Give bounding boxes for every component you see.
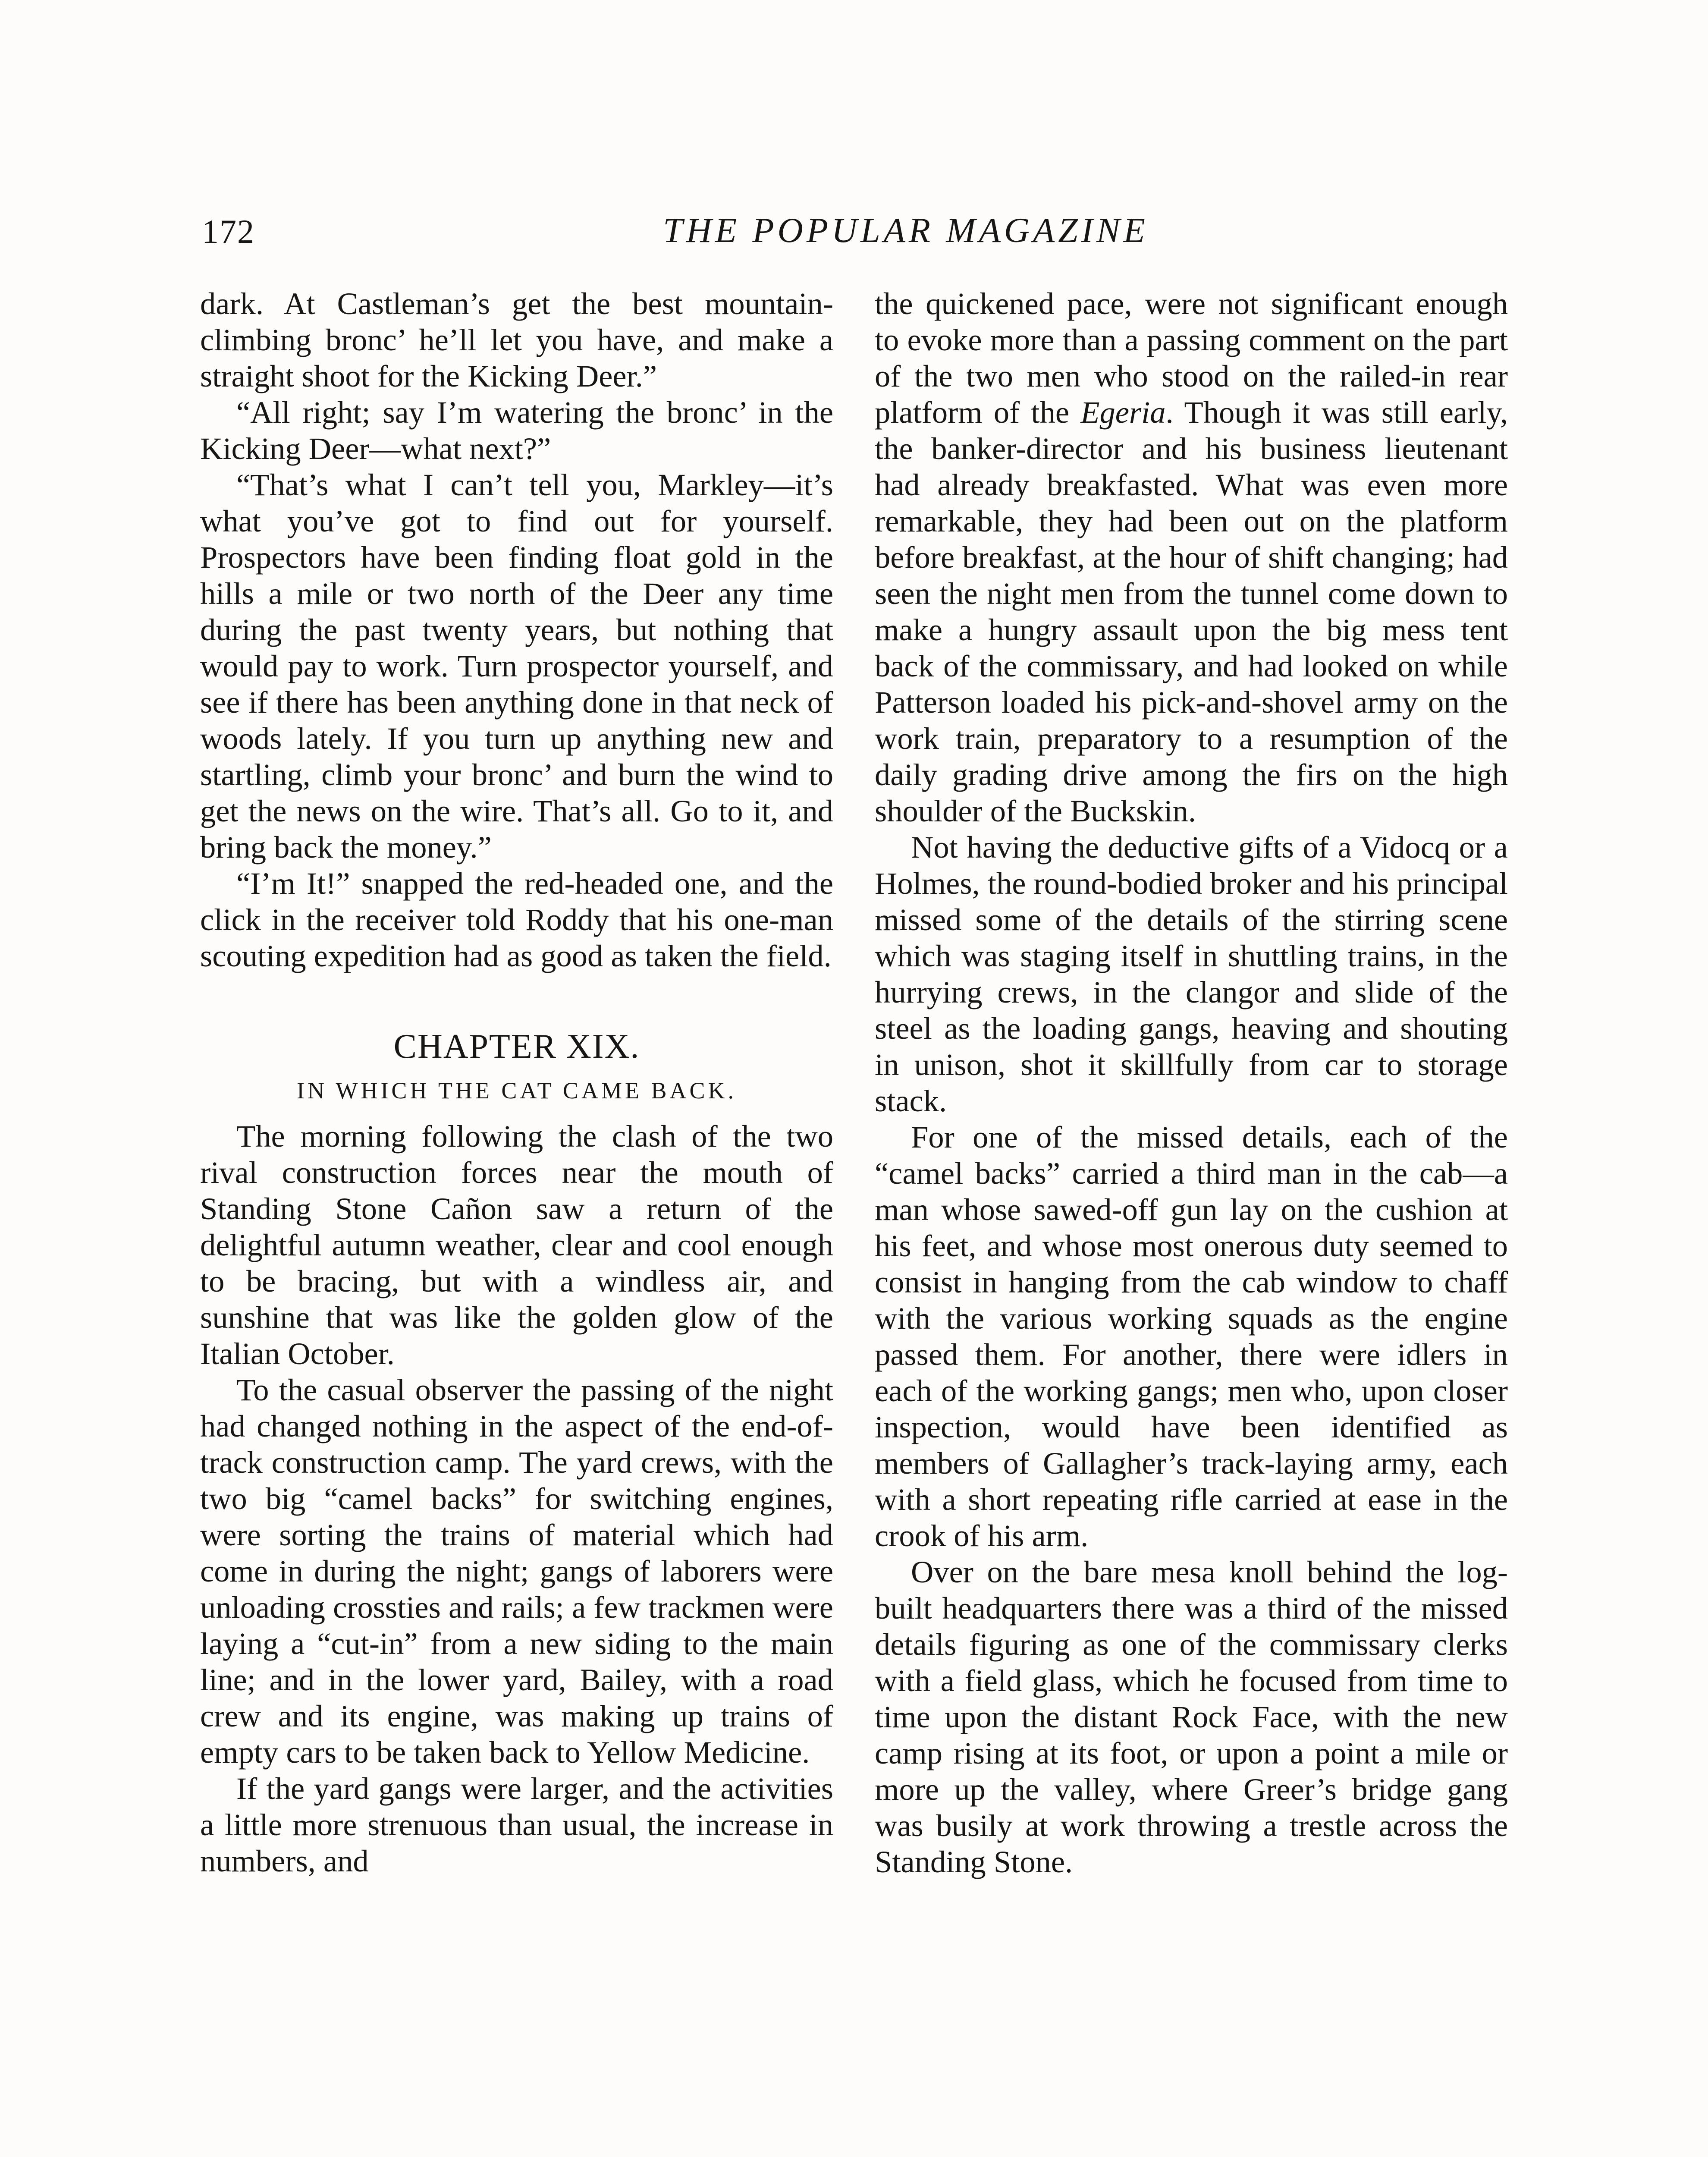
paragraph: Not having the deductive gifts of a Vidocq or a Holmes, the round-bodied broker and his principal missed some of the details of the stirring scene which was staging itself in shuttling trains, in the hurrying crews, in the clangor and slide of the steel as the loading gangs, heaving and shouting in unison, shot it skillfully from car to storage stack. [875,830,1508,1118]
paragraph [875,286,1508,829]
paragraph: If the yard gangs were larger, and the activities a little more strenuous than usual, the increase in numbers, and [200,1771,833,1878]
right-column [875,286,1508,1880]
paragraph-text: . Though it was still early, the banker-director and his business lieutenant had already breakfasted. What was even more remarkable, they had been out on the platform before breakfast, at the hour of shift changing; had seen the night men from the tunnel come down to make a hungry assault upon the big mess tent back of the commissary, and had looked on while Patterson loaded his pick-and-shovel army on the work train, preparatory to a resumption of the daily grading drive among the firs on the high shoulder of the Buckskin. [875,395,1508,828]
paragraph: Over on the bare mesa knoll behind the log-built headquarters there was a third of the missed details figuring as one of the commissary clerks with a field glass, which he focused from time to time upon the distant Rock Face, with the new camp rising at its foot, or upon a point a mile or more up the valley, where Greer’s bridge gang was busily at work throwing a trestle across the Standing Stone. [875,1554,1508,1879]
ship-name: Egeria [1080,395,1166,430]
chapter-subtitle: IN WHICH THE CAT CAME BACK. [296,1078,737,1104]
paragraph: “All right; say I’m watering the bronc’ in the Kicking Deer—what next?” [200,395,833,466]
chapter-title: CHAPTER XIX. [393,1028,640,1066]
paragraph: “I’m It!” snapped the red-headed one, and the click in the receiver told Roddy that his one-man scouting expedition had as good as taken the field. [200,866,833,973]
paragraph: dark. At Castleman’s get the best mountain-climbing bronc’ he’ll let you have, and make a straight shoot for the Kicking Deer.” [200,286,833,393]
paragraph: The morning following the clash of the two rival construction forces near the mouth of Standing Stone Cañon saw a return of the delightful autumn weather, clear and cool enough to be bracing, but with a windless air, and sunshine that was like the golden glow of the Italian October. [200,1119,833,1371]
paragraph: For one of the missed details, each of the “camel backs” carried a third man in the cab—a man whose sawed-off gun lay on the cushion at his feet, and whose most onerous duty seemed to consist in hanging from the cab window to chaff with the various working squads as the engine passed them. For another, there were idlers in each of the working gangs; men who, upon closer inspection, would have been identified as members of Gallagher’s track-laying army, each with a short repeating rifle carried at ease in the crook of his arm. [875,1119,1508,1553]
paragraph: To the casual observer the passing of the night had changed nothing in the aspect of the end-of-track construction camp. The yard crews, with the two big “camel backs” for switching engines, were sorting the trains of material which had come in during the night; gangs of laborers were unloading crossties and rails; a few trackmen were laying a “cut-in” from a new siding to the main line; and in the lower yard, Bailey, with a road crew and its engine, was making up trains of empty cars to be taken back to Yellow Medicine. [200,1372,833,1770]
left-column [200,286,833,1879]
paragraph-text: the quickened pace, were not significant enough to evoke more than a passing comment on the part of the two men who stood on the railed-in rear platform of the [875,286,1508,430]
running-head: THE POPULAR MAGAZINE [663,211,1149,250]
paragraph: “That’s what I can’t tell you, Markley—it’s what you’ve got to find out for yourself. Prospectors have been finding float gold in the hills a mile or two north of the Deer any time during the past twenty years, but nothing that would pay to work. Turn prospector yourself, and see if there has been anything done in that neck of woods lately. If you turn up anything new and startling, climb your bronc’ and burn the wind to get the news on the wire. That’s all. Go to it, and bring back the money.” [200,467,833,865]
page-number: 172 [202,213,255,250]
